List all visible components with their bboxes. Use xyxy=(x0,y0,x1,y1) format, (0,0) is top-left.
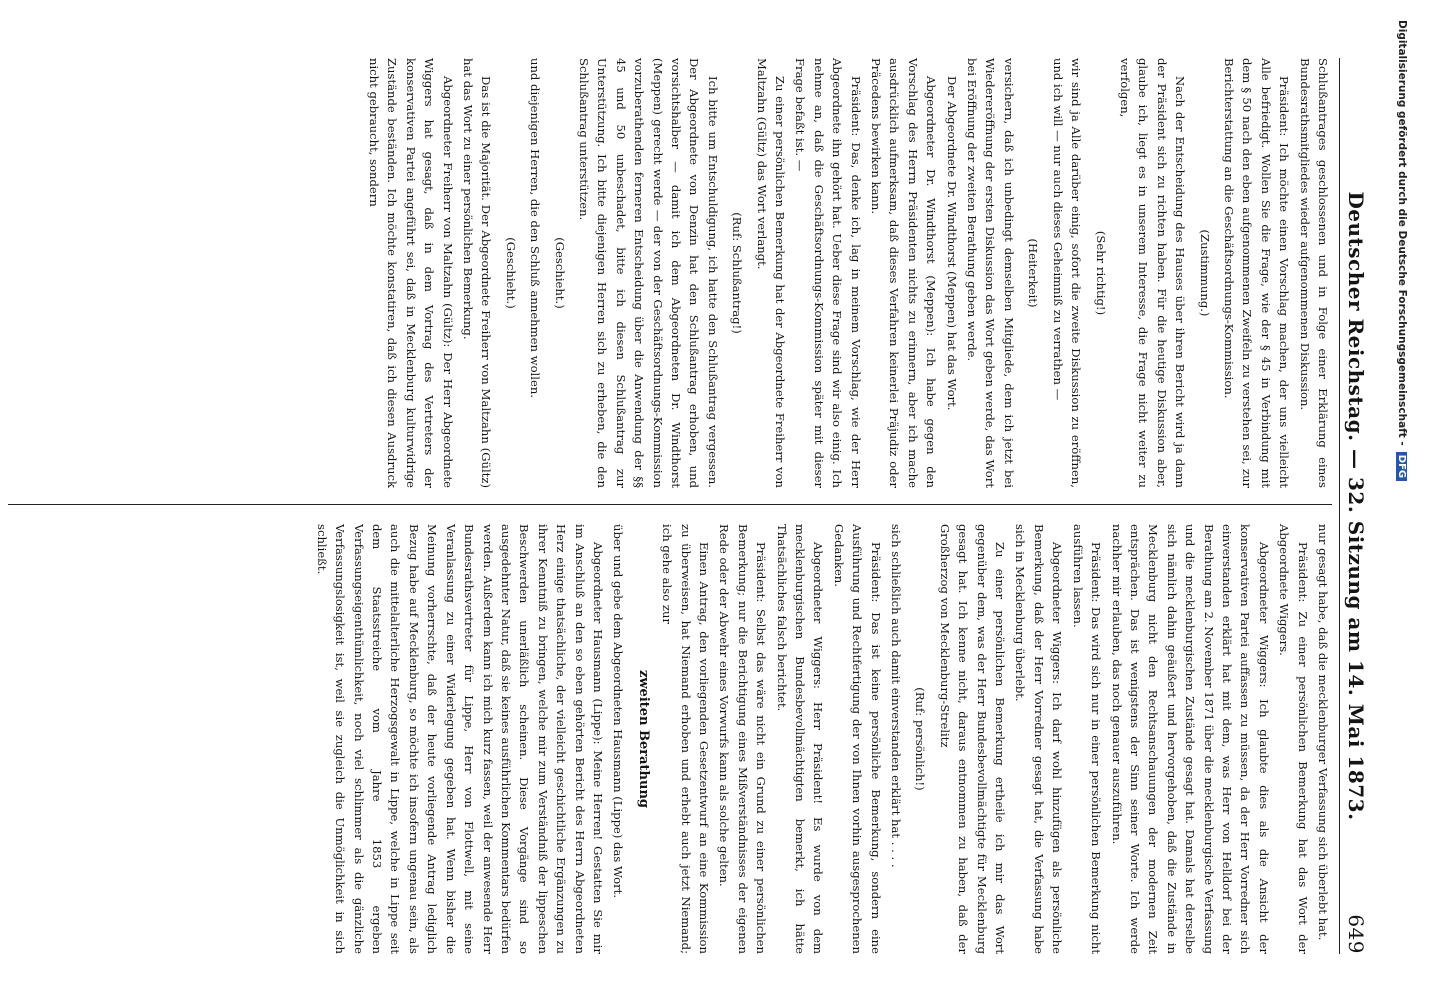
paragraph: versichern, daß ich unbedingt demselben Mitgliede, dem ich jetzt bei Wiedereröffnung der ersten Diskussion das Wort geben werde, das Wort bei Eröffnung der zweiten Berathung geben werde. xyxy=(965,58,1016,488)
left-column xyxy=(8,58,1332,488)
paragraph: Nach der Entscheidung des Hauses über ihren Bericht wird ja dann der Präsident sich zu richten haben. Für die heutige Diskussion aber, glaube ich, liegt es in unserem Interesse, die Frage nicht weiter zu verfolgen, xyxy=(1117,58,1188,488)
paragraph: Ich bitte um Entschuldigung, ich hatte den Schlußantrag vergessen. Der Abgeordnete von Denzin hat den Schlußantrag erhoben, und vorsichtshalber — damit ich dem Abgeordneten Dr. Windthorst (Meppen) gerecht werde — der von der Geschäftsordnungs-Kommission vorzuberathenden ferneren Entscheidung über die Anwendung der §§ 45 und 50 unbeschadet, bitte ich diesen Schlußantrag zur Unterstützung. Ich bitte diejenigen Herren sich zu erheben, die den Schlußantrag unterstützen. xyxy=(576,58,720,488)
page-number: 649 xyxy=(1344,914,1368,954)
column-divider xyxy=(8,504,1332,505)
paragraph: Präsident: Ich möchte einen Vorschlag machen, der uns vielleicht Alle befriedigt. Wollen Sie die Frage, wie der § 45 in Verbindung mit dem § 50 nach den eben aufgenommenen Zweifeln zu verstehen sei, zur Berichterstattung an die Geschäftsordnungs-Kommission. xyxy=(1221,58,1292,488)
paragraph: Präsident: Das wird sich nur in einer persönlichen Bemerkung nicht ausführen lassen. xyxy=(1070,524,1104,954)
credit-text: Digitalisierung gefördert durch die Deutsche Forschungsgemeinschaft - xyxy=(1396,20,1408,446)
paragraph: Abgeordneter Dr. Windthorst (Meppen): Ich habe gegen den Vorschlag des Herrn Präsidenten nichts zu erinnern, aber ich mache ausdrücklich aufmerksam, daß dieses Verfahren keinerlei Präjudiz oder Präcedens bewirken kann. xyxy=(869,58,939,488)
section-heading: zweiten Berathung xyxy=(635,669,651,809)
paragraph: Präsident: Das ist keine persönliche Bemerkung, sondern eine Ausführung und Rechtfertigung der von Ihnen vorhin ausgesprochenen Gedanken. xyxy=(831,524,883,954)
interjection: (Zustimmung.) xyxy=(1197,229,1212,317)
paragraph: und diejenigen Herren, die den Schluß annehmen wollen. xyxy=(528,58,543,398)
paragraph: sich schließlich auch damit einverstanden erklärt hat . . . . xyxy=(889,524,904,868)
paragraph: Zu einer persönlichen Bemerkung ertheile ich mir das Wort gegenüber dem, was der Herr Bundesbevollmächtigte für Mecklenburg gesagt hat. Ich kenne nicht, daraus entnommen zu haben, daß der Großherzog von Mecklenburg-Strelitz xyxy=(937,524,1008,954)
paragraph: über und gebe dem Abgeordneten Hausmann (Lippe) das Wort. xyxy=(611,524,626,899)
right-column xyxy=(8,524,1332,954)
paragraph: Der Abgeordnete Dr. Windthorst (Meppen) hat das Wort. xyxy=(944,76,959,411)
running-title: Deutscher Reichstag. — 32. Sitzung am 14. Mai 1873. xyxy=(1344,191,1368,821)
paragraph: Abgeordneter Wiggers: Ich darf wohl hinzufügen als persönliche Bemerkung, daß der Herr Vorredner gesagt hat, die Verfassung habe sich in Mecklenburg überlebt. xyxy=(1013,524,1065,954)
paragraph: Abgeordneter Freiherr von Maltzahn (Gültz): Der Herr Abgeordnete Wiggers hat gesagt, daß in dem Vortrag des Vertreters der konservativen Partei angeführt sei, daß in Mecklenburg kulturwidrige Zustände beständen. Ich möchte konstatiren, daß ich diesen Ausdruck nicht gebraucht, sondern xyxy=(366,58,455,488)
interjection: (Geschieht.) xyxy=(503,237,518,309)
paragraph: wir sind ja Alle darüber einig, sofort die zweite Diskussion zu eröffnen, und ich will — nur auch dieses Geheimniß zu verrathen — xyxy=(1050,58,1084,488)
paragraph: Präsident: Zu einer persönlichen Bemerkung hat das Wort der Abgeordnete Wiggers. xyxy=(1277,524,1310,954)
document-page xyxy=(0,28,1390,978)
header-rule xyxy=(1339,58,1340,954)
paragraph: Abgeordneter Wiggers: Herr Präsident! Es wurde von dem mecklenburgischen Bundesbevollmächtigten bemerkt, ich hätte Thatsächliches falsch berichtet. xyxy=(774,524,826,954)
paragraph: Schlußantrages geschlossenen und in Folge einer Erklärung eines Bundesrathsmitgliedes wieder aufgenommenen Diskussion. xyxy=(1297,58,1330,488)
page-header xyxy=(1342,58,1376,954)
interjection: (Ruf: persönlich!) xyxy=(913,687,928,791)
digitization-credit xyxy=(1388,20,1408,980)
interjection: (Sehr richtig!) xyxy=(1093,230,1108,316)
paragraph: Präsident: Das, denke ich, lag in meinem Vorschlag, wie der Herr Abgeordnete ihn gehört hat. Ueber diese Frage sind wir also einig. Ich nehme an, daß die Geschäftsordnungs-Kommission später mit dieser Frage befaßt ist. — xyxy=(793,58,863,488)
paragraph: nur gesagt habe, daß die mecklenburger Verfassung sich überlebt hat. xyxy=(1316,524,1330,941)
paragraph: Abgeordneter Hausmann (Lippe): Meine Herren! Gestatten Sie mir im Anschluß an den so eben gehörten Bericht des Herrn Abgeordneten Herz einige thatsächliche, der vielleicht geschichtliche Ergänzungen zu ihrer Kenntniß zu bringen, welche mir zum Verständniß der lippeschen Beschwerden unerläßlich scheinen. Diese Vorgänge sind so ausgedehnter Natur, daß sie keines ausführlichen Kommentars bedürfen werden. Außerdem kann ich mich kurz fassen, weil der anwesende Herr Bundesrathsvertreter für Lippe, Herr von Flottwell, mit seine Veranlassung zu einer Widerlegung gegeben hat. Wenn bisher die Meinung vorherrschte, daß der heute vorliegende Antrag lediglich Bezug habe auf Mecklenburg, so möchte ich insofern ungenau sein, als auch die mittelalterliche Herzogsgewalt in Lippe, welche in Lippe seit dem Staatsstreiche vom Jahre 1853 ergeben Verfassungseigenthümlichkeit, noch viel schlimmer als die gänzliche Verfassungslosigkeit ist, weil sie zugleich die Unmöglichkeit in sich schließt. xyxy=(314,524,605,954)
paragraph: Das ist die Majorität. Der Abgeordnete Freiherr von Maltzahn (Gültz) hat das Wort zu einer persönlichen Bemerkung. xyxy=(460,58,494,488)
paragraph: Zu einer persönlichen Bemerkung hat der Abgeordnete Freiherr von Maltzahn (Gültz) das Wort verlangt. xyxy=(754,58,788,488)
interjection: (Heiterkeit) xyxy=(1026,238,1041,308)
paragraph: Einen Antrag, den vorliegenden Gesetzentwurf an eine Kommission zu überweisen, hat Niemand erhoben und erhebt auch jetzt Niemand; ich gehe also zur xyxy=(660,524,711,954)
paragraph: Präsident: Selbst das wäre nicht ein Grund zu einer persönlichen Bemerkung; nur die Berichtigung eines Mißverständnisses der eigenen Rede oder der Abwehr eines Vorwurfs kann als solche gelten. xyxy=(717,524,769,954)
dfg-logo: DFG xyxy=(1396,452,1407,481)
interjection: (Geschieht.) xyxy=(552,237,567,309)
paragraph: Abgeordneter Wiggers: Ich glaubte dies als die Ansicht der konservativen Partei auffassen zu müssen, da der Herr Vorredner sich einverstanden erklärt hat mit dem, was Herr von Helldorf bei der Berathung am 2. November 1871 über die mecklenburgische Verfassung und die mecklenburgischen Zustände gesagt hat. Damals hat derselbe sich nämlich dahin geäußert und hervorgehoben, daß die Zustände in Mecklenburg nicht den Rechtsanschauungen der modernen Zeit entsprächen. Das ist wenigstens der Sinn seiner Worte. Ich werde nachher mir erlauben, das noch genauer auszuführen. xyxy=(1109,524,1271,954)
interjection: (Ruf: Schlußantrag!) xyxy=(730,212,745,334)
